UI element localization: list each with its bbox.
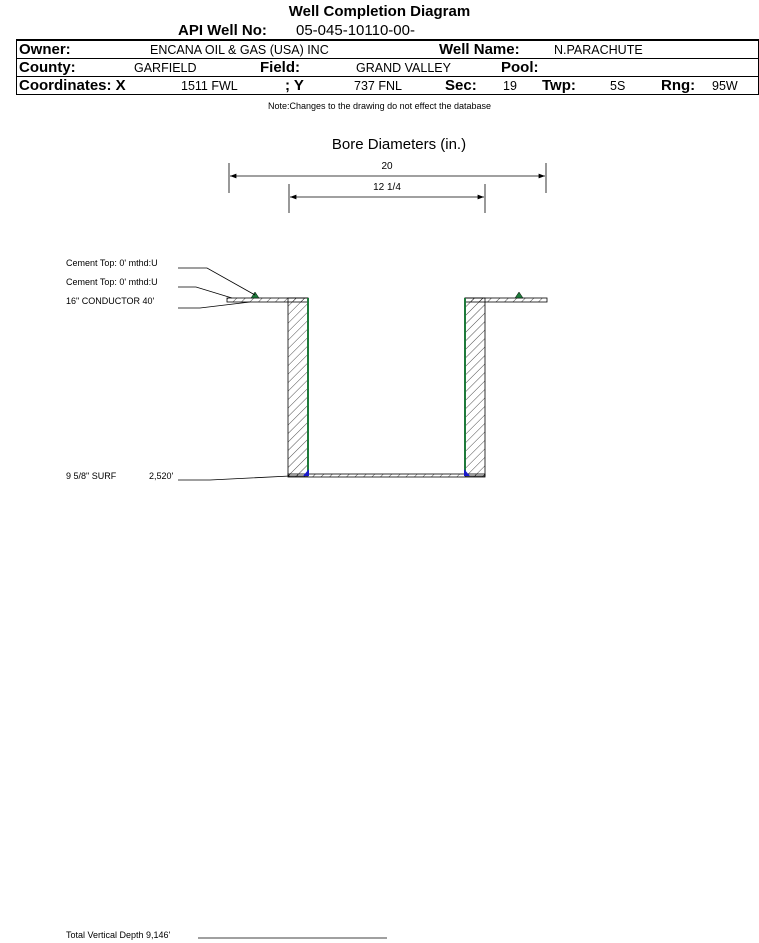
well-name-value: N.PARACHUTE xyxy=(554,43,643,57)
cement-top-2-leader xyxy=(178,287,232,298)
api-value: 05-045-10110-00- xyxy=(296,22,415,39)
cement-top-2-label: Cement Top: 0' mthd:U xyxy=(66,277,158,287)
conductor-leader xyxy=(178,302,250,308)
field-value: GRAND VALLEY xyxy=(356,61,451,75)
bore-diameters-title: Bore Diameters (in.) xyxy=(331,136,467,153)
conductor-label: 16" CONDUCTOR 40' xyxy=(66,296,155,306)
database-note: Note:Changes to the drawing do not effect the database xyxy=(268,101,491,111)
twp-label: Twp: xyxy=(542,77,576,94)
cement-annulus-left xyxy=(288,298,308,476)
coord-y-value: 737 FNL xyxy=(354,79,402,93)
cement-top-1-label: Cement Top: 0' mthd:U xyxy=(66,258,158,268)
owner-value: ENCANA OIL & GAS (USA) INC xyxy=(150,43,329,57)
hole-bottom xyxy=(288,474,485,477)
cement-annulus-right xyxy=(465,298,485,476)
surf-casing-depth-label: 2,520' xyxy=(149,471,174,481)
coord-y-label: ; Y xyxy=(285,77,304,94)
twp-value: 5S xyxy=(610,79,626,93)
surf-casing-size-label: 9 5/8" SURF xyxy=(66,471,117,481)
county-value: GARFIELD xyxy=(134,61,197,75)
total-vertical-depth-label: Total Vertical Depth 9,146' xyxy=(66,930,171,940)
api-label: API Well No: xyxy=(178,22,267,39)
cement-top-1-leader xyxy=(178,268,255,295)
owner-label: Owner: xyxy=(19,41,71,58)
coord-x-value: 1511 FWL xyxy=(181,79,238,93)
sec-label: Sec: xyxy=(445,77,477,94)
pool-label: Pool: xyxy=(501,59,539,76)
coord-x-label: Coordinates: X xyxy=(19,77,126,94)
cement-top-marker-right xyxy=(515,292,523,298)
sec-value: 19 xyxy=(503,79,517,93)
outer-bore-label: 20 xyxy=(381,161,393,172)
well-name-label: Well Name: xyxy=(439,41,520,58)
diagram-title: Well Completion Diagram xyxy=(288,3,471,20)
surf-casing-leader xyxy=(178,476,290,480)
rng-value: 95W xyxy=(712,79,738,93)
county-label: County: xyxy=(19,59,76,76)
inner-bore-label: 12 1/4 xyxy=(373,182,401,193)
rng-label: Rng: xyxy=(661,77,696,94)
field-label: Field: xyxy=(260,59,300,76)
inner-bore-dimension xyxy=(289,182,485,213)
